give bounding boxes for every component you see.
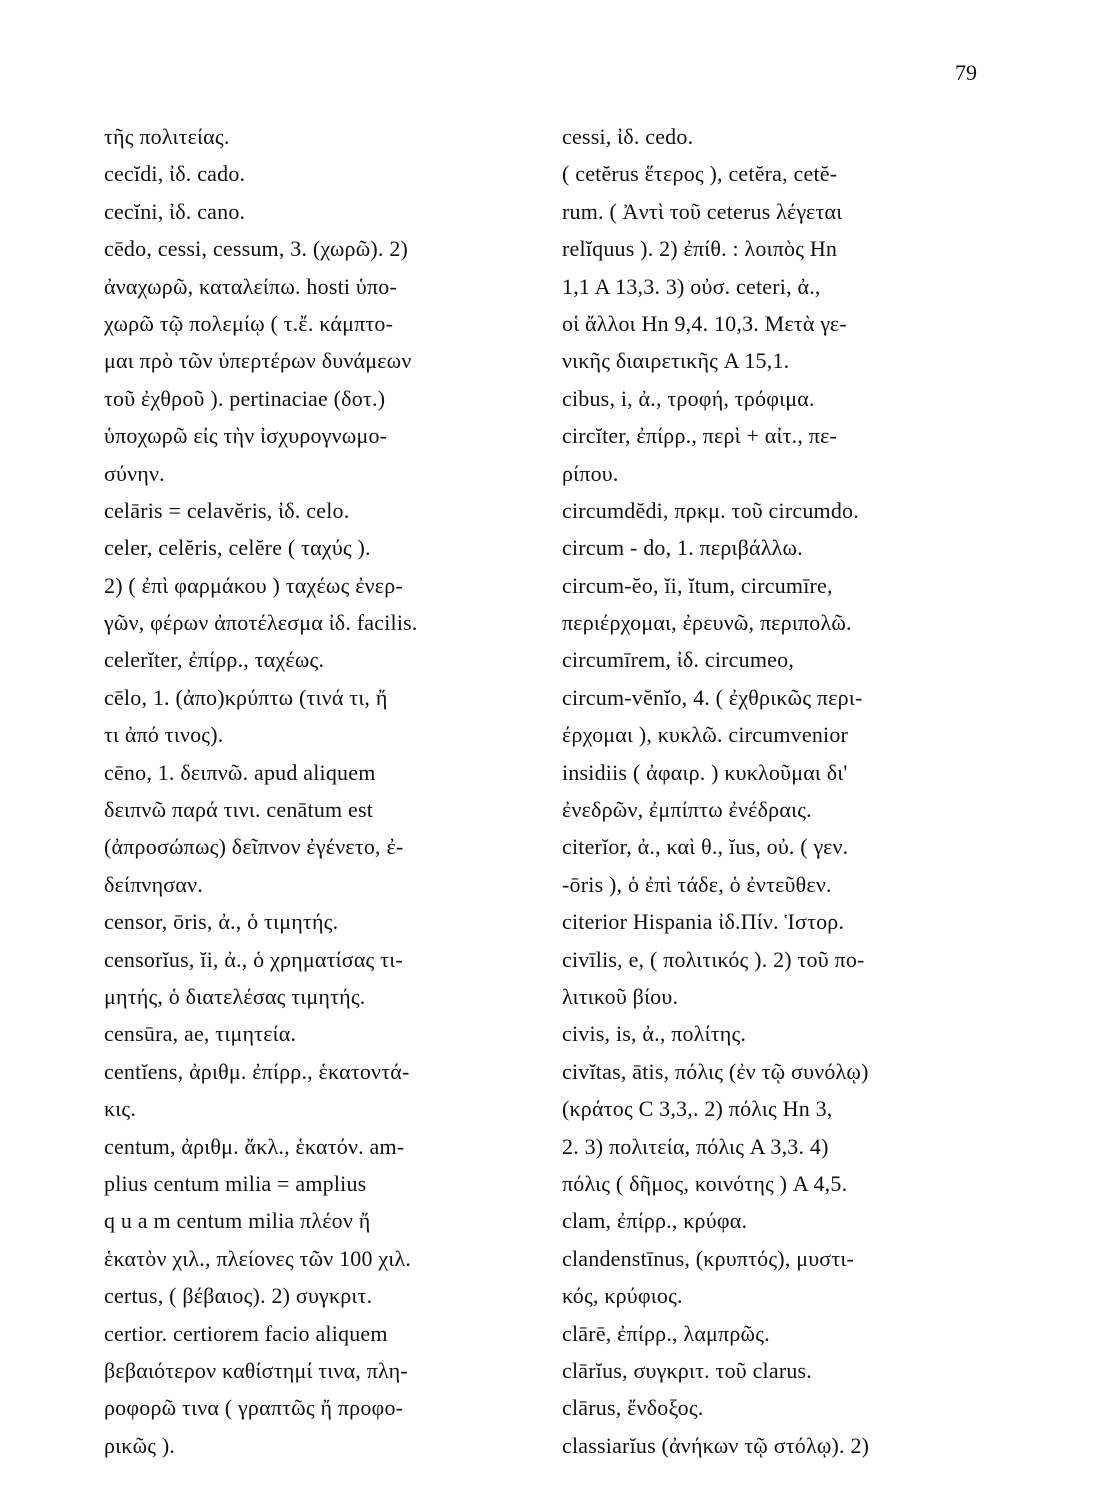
dictionary-line: ( cetĕrus ἕτερος ), cetĕra, cetĕ-	[562, 161, 838, 187]
dictionary-line: cēlo, 1. (ἀπο)κρύπτω (τινά τι, ἤ	[104, 684, 388, 710]
dictionary-line: ἐνεδρῶν, ἐμπίπτω ἐνέδραις.	[562, 797, 812, 823]
dictionary-line: certior. certiorem facio aliquem	[104, 1320, 388, 1346]
dictionary-line: cecĭdi, ἰδ. cado.	[104, 161, 246, 187]
dictionary-line: circumdĕdi, πρκμ. τοῦ circumdo.	[562, 497, 859, 523]
dictionary-line: civĭtas, ātis, πόλις (ἐν τῷ συνόλῳ)	[562, 1058, 869, 1084]
dictionary-line: ὑποχωρῶ εἰς τὴν ἰσχυρογνωμο-	[104, 423, 388, 449]
dictionary-line: βεβαιότερον καθίστημί τινα, πλη-	[104, 1357, 408, 1383]
dictionary-line: κός, κρύφιος.	[562, 1283, 683, 1309]
dictionary-line: circum - do, 1. περιβάλλω.	[562, 535, 803, 561]
dictionary-line: cēdo, cessi, cessum, 3. (χωρῶ). 2)	[104, 236, 409, 262]
dictionary-line: insidiis ( ἀφαιρ. ) κυκλοῦμαι δι'	[562, 759, 848, 785]
dictionary-line: cibus, i, ἀ., τροφή, τρόφιμα.	[562, 385, 815, 411]
dictionary-line: ρικῶς ).	[104, 1432, 176, 1458]
dictionary-line: τῆς πολιτείας.	[104, 124, 230, 149]
dictionary-line: cecĭni, ἰδ. cano.	[104, 198, 246, 224]
dictionary-line: circum-vĕnĭo, 4. ( ἐχθρικῶς περι-	[562, 684, 863, 710]
dictionary-line: (ἀπροσώπως) δεῖπνον ἐγένετο, ἐ-	[104, 834, 404, 860]
dictionary-line: censorĭus, ĭi, ἀ., ὁ χρηματίσας τι-	[104, 946, 403, 972]
dictionary-line: λιτικοῦ βίου.	[562, 983, 679, 1009]
page-number: 79	[955, 60, 977, 85]
dictionary-line: τοῦ ἐχθροῦ ). pertinaciae (δοτ.)	[104, 385, 386, 411]
dictionary-line: centum, ἀριθμ. ἄκλ., ἑκατόν. am-	[104, 1133, 405, 1159]
dictionary-line: -ōris ), ὁ ἐπὶ τάδε, ὁ ἐντεῦθεν.	[562, 871, 832, 897]
dictionary-line: ροφορῶ τινα ( γραπτῶς ἤ προφο-	[104, 1395, 404, 1421]
dictionary-line: q u a m centum milia πλέον ἤ	[104, 1208, 371, 1234]
dictionary-line: 1,1 A 13,3. 3) οὐσ. ceteri, ἀ.,	[562, 273, 821, 299]
dictionary-line: clārē, ἐπίρρ., λαμπρῶς.	[562, 1320, 770, 1346]
left-column	[104, 118, 544, 1464]
dictionary-line: οἱ ἄλλοι Ηn 9,4. 10,3. Μετὰ γε-	[562, 310, 847, 336]
dictionary-line: ρίπου.	[562, 460, 619, 486]
dictionary-line: κις.	[104, 1096, 137, 1122]
dictionary-line: μητής, ὁ διατελέσας τιμητής.	[104, 983, 366, 1009]
dictionary-line: classiarĭus (ἀνήκων τῷ στόλῳ). 2)	[562, 1432, 870, 1458]
dictionary-line: celerĭter, ἐπίρρ., ταχέως.	[104, 647, 325, 673]
dictionary-line: νικῆς διαιρετικῆς A 15,1.	[562, 348, 790, 374]
dictionary-line: δείπνησαν.	[104, 871, 203, 897]
right-column	[562, 118, 1002, 1464]
dictionary-line: έρχομαι ), κυκλῶ. circumvenior	[562, 722, 849, 748]
dictionary-line: clam, ἐπίρρ., κρύφα.	[562, 1208, 748, 1234]
dictionary-line: σύνην.	[104, 460, 165, 486]
dictionary-line: censor, ōris, ἀ., ὁ τιμητής.	[104, 909, 339, 935]
dictionary-line: μαι πρὸ τῶν ὑπερτέρων δυνάμεων	[104, 348, 412, 374]
dictionary-line: citerior Hispania ἰδ.Πίν. Ἱστορ.	[562, 909, 845, 935]
dictionary-line: civīlis, e, ( πολιτικός ). 2) τοῦ πο-	[562, 946, 865, 972]
dictionary-line: certus, ( βέβαιος). 2) συγκριτ.	[104, 1283, 373, 1309]
dictionary-line: civis, is, ἀ., πολίτης.	[562, 1021, 747, 1047]
dictionary-line: πόλις ( δῆμος, κοινότης ) A 4,5.	[562, 1170, 848, 1196]
dictionary-line: περιέρχομαι, ἐρευνῶ, περιπολῶ.	[562, 610, 852, 636]
dictionary-line: 2) ( ἐπὶ φαρμάκου ) ταχέως ἐνερ-	[104, 572, 403, 598]
dictionary-line: cessi, ἰδ. cedo.	[562, 124, 694, 149]
dictionary-line: celāris = celavĕris, ἰδ. celo.	[104, 497, 350, 523]
dictionary-line: γῶν, φέρων ἀποτέλεσμα ἰδ. facilis.	[104, 610, 418, 636]
dictionary-line: citerĭor, ἀ., καὶ θ., ĭus, οὐ. ( γεν.	[562, 834, 849, 860]
dictionary-line: χωρῶ τῷ πολεμίῳ ( τ.ἔ. κάμπτο-	[104, 310, 394, 336]
dictionary-line: δειπνῶ παρά τινι. cenātum est	[104, 797, 374, 823]
dictionary-line: 2. 3) πολιτεία, πόλις A 3,3. 4)	[562, 1133, 829, 1159]
dictionary-line: censūra, ae, τιμητεία.	[104, 1021, 297, 1047]
dictionary-line: τι ἀπό τινος).	[104, 722, 224, 748]
dictionary-line: circumīrem, ἰδ. circumeo,	[562, 647, 795, 673]
dictionary-line: circĭter, ἐπίρρ., περὶ + αἰτ., πε-	[562, 423, 838, 449]
dictionary-line: (κράτος C 3,3,. 2) πόλις Ηn 3,	[562, 1096, 833, 1122]
dictionary-line: clārus, ἔνδοξος.	[562, 1395, 704, 1421]
dictionary-line: plius centum milia = amplius	[104, 1170, 367, 1196]
dictionary-line: ἑκατὸν χιλ., πλείονες τῶν 100 χιλ.	[104, 1245, 412, 1271]
dictionary-line: circum-ĕo, ĭi, ĭtum, circumīre,	[562, 572, 833, 598]
dictionary-line: relĭquus ). 2) ἐπίθ. : λοιπὸς Ηn	[562, 236, 838, 262]
dictionary-line: ἀναχωρῶ, καταλείπω. hosti ὑπο-	[104, 273, 398, 299]
dictionary-line: celer, celĕris, celĕre ( ταχύς ).	[104, 535, 371, 561]
dictionary-line: cēno, 1. δειπνῶ. apud aliquem	[104, 759, 376, 785]
dictionary-line: centĭens, ἀριθμ. ἐπίρρ., ἑκατοντά-	[104, 1058, 410, 1084]
dictionary-line: rum. ( Ἀντὶ τοῦ ceterus λέγεται	[562, 198, 843, 224]
dictionary-line: clārĭus, συγκριτ. τοῦ clarus.	[562, 1357, 813, 1383]
dictionary-line: clandenstīnus, (κρυπτός), μυστι-	[562, 1245, 855, 1271]
